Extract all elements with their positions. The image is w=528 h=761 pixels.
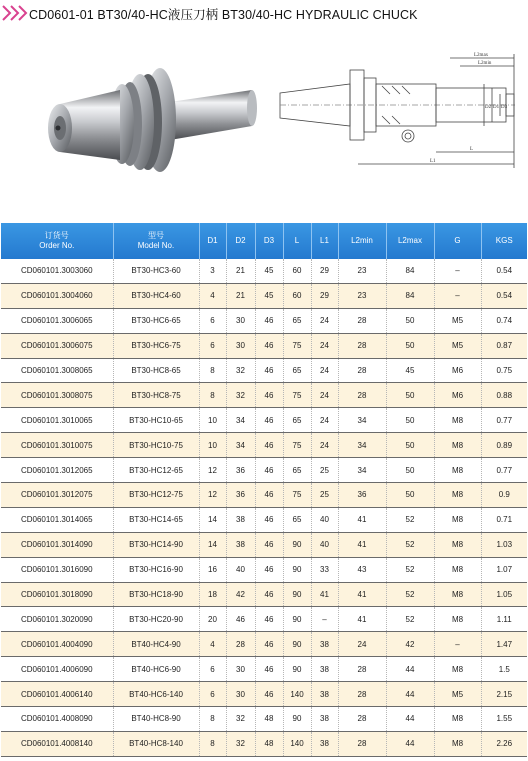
- table-cell: 33: [311, 557, 338, 582]
- column-header: [1, 223, 113, 259]
- table-cell: CD060101.3008065: [1, 358, 113, 383]
- table-cell: BT40-HC6-90: [113, 657, 199, 682]
- table-cell: 8: [199, 707, 226, 732]
- table-cell: 90: [283, 657, 311, 682]
- table-cell: 0.88: [481, 383, 527, 408]
- table-cell: 20: [199, 607, 226, 632]
- table-cell: BT30-HC6-65: [113, 308, 199, 333]
- table-cell: 0.74: [481, 308, 527, 333]
- table-cell: BT40-HC8-140: [113, 731, 199, 756]
- table-cell: 46: [255, 582, 283, 607]
- table-cell: BT30-HC14-90: [113, 532, 199, 557]
- table-cell: CD060101.3018090: [1, 582, 113, 607]
- column-header-en: L1: [320, 236, 329, 245]
- table-row: [1, 483, 527, 508]
- drawing-label-l1: L1: [430, 159, 436, 164]
- table-cell: 65: [283, 408, 311, 433]
- table-row: [1, 582, 527, 607]
- table-cell: –: [311, 607, 338, 632]
- table-cell: M8: [434, 408, 481, 433]
- table-cell: 46: [255, 408, 283, 433]
- table-cell: 21: [226, 283, 255, 308]
- table-cell: 50: [386, 433, 434, 458]
- table-cell: 10: [199, 408, 226, 433]
- table-cell: CD060101.4006090: [1, 657, 113, 682]
- table-cell: M8: [434, 731, 481, 756]
- table-cell: 28: [338, 308, 386, 333]
- table-cell: 23: [338, 259, 386, 283]
- table-cell: 23: [338, 283, 386, 308]
- table-cell: 90: [283, 607, 311, 632]
- table-cell: 6: [199, 333, 226, 358]
- table-cell: M8: [434, 433, 481, 458]
- table-row: [1, 433, 527, 458]
- column-header: [338, 223, 386, 259]
- table-cell: M8: [434, 607, 481, 632]
- table-cell: CD060101.3008075: [1, 383, 113, 408]
- table-row: [1, 333, 527, 358]
- table-cell: CD060101.3010065: [1, 408, 113, 433]
- table-cell: 46: [255, 682, 283, 707]
- table-cell: 29: [311, 259, 338, 283]
- table-cell: M5: [434, 333, 481, 358]
- table-cell: 48: [255, 731, 283, 756]
- table-cell: 41: [338, 582, 386, 607]
- table-cell: 14: [199, 507, 226, 532]
- technical-drawing: [270, 48, 522, 178]
- table-cell: 60: [283, 259, 311, 283]
- table-cell: 21: [226, 259, 255, 283]
- table-cell: BT30-HC14-65: [113, 507, 199, 532]
- table-cell: 140: [283, 682, 311, 707]
- chevron-right-icon: [2, 5, 28, 21]
- table-cell: 46: [255, 383, 283, 408]
- table-cell: 8: [199, 731, 226, 756]
- drawing-label-l2max: L2max: [474, 53, 489, 58]
- table-cell: 1.11: [481, 607, 527, 632]
- table-cell: 28: [338, 682, 386, 707]
- table-row: [1, 308, 527, 333]
- table-cell: 84: [386, 259, 434, 283]
- table-cell: 24: [311, 308, 338, 333]
- table-cell: 1.05: [481, 582, 527, 607]
- table-cell: CD060101.3014065: [1, 507, 113, 532]
- column-header: [311, 223, 338, 259]
- table-row: [1, 283, 527, 308]
- table-cell: 6: [199, 308, 226, 333]
- table-cell: 65: [283, 358, 311, 383]
- table-cell: 43: [338, 557, 386, 582]
- column-header: [255, 223, 283, 259]
- table-cell: 46: [255, 333, 283, 358]
- table-row: [1, 707, 527, 732]
- table-cell: 2.15: [481, 682, 527, 707]
- table-cell: 75: [283, 333, 311, 358]
- table-cell: 90: [283, 582, 311, 607]
- table-cell: CD060101.3006075: [1, 333, 113, 358]
- product-photo: [20, 60, 270, 200]
- table-cell: 30: [226, 682, 255, 707]
- drawing-label-l: L: [470, 147, 474, 152]
- table-cell: 6: [199, 657, 226, 682]
- table-cell: 50: [386, 308, 434, 333]
- table-cell: 1.07: [481, 557, 527, 582]
- table-cell: 44: [386, 707, 434, 732]
- table-cell: 90: [283, 707, 311, 732]
- table-cell: 34: [226, 433, 255, 458]
- table-cell: 0.54: [481, 259, 527, 283]
- table-cell: –: [434, 632, 481, 657]
- table-cell: 24: [311, 383, 338, 408]
- table-cell: 32: [226, 383, 255, 408]
- table-row: [1, 383, 527, 408]
- table-cell: 50: [386, 408, 434, 433]
- table-row: [1, 458, 527, 483]
- table-cell: BT30-HC8-65: [113, 358, 199, 383]
- table-cell: 30: [226, 308, 255, 333]
- table-cell: BT30-HC10-75: [113, 433, 199, 458]
- table-cell: 44: [386, 731, 434, 756]
- column-header: [199, 223, 226, 259]
- table-cell: CD060101.3020090: [1, 607, 113, 632]
- table-cell: 75: [283, 483, 311, 508]
- table-cell: 34: [338, 458, 386, 483]
- table-cell: M6: [434, 383, 481, 408]
- page-header: [0, 0, 528, 26]
- table-cell: M5: [434, 308, 481, 333]
- table-header-row: [1, 223, 527, 259]
- table-cell: 6: [199, 682, 226, 707]
- table-cell: 90: [283, 532, 311, 557]
- table-cell: 42: [386, 632, 434, 657]
- table-cell: 46: [255, 557, 283, 582]
- table-cell: CD060101.3003060: [1, 259, 113, 283]
- table-cell: 50: [386, 333, 434, 358]
- table-cell: BT30-HC6-75: [113, 333, 199, 358]
- table-cell: 10: [199, 433, 226, 458]
- table-cell: 44: [386, 682, 434, 707]
- table-cell: CD060101.3010075: [1, 433, 113, 458]
- table-cell: 0.75: [481, 358, 527, 383]
- table-cell: M6: [434, 358, 481, 383]
- table-cell: 28: [338, 383, 386, 408]
- table-cell: BT30-HC20-90: [113, 607, 199, 632]
- table-cell: CD060101.3014090: [1, 532, 113, 557]
- column-header-en: D2: [235, 236, 246, 245]
- table-cell: 65: [283, 308, 311, 333]
- table-cell: 25: [311, 483, 338, 508]
- table-cell: 34: [338, 433, 386, 458]
- table-cell: 3: [199, 259, 226, 283]
- table-cell: M5: [434, 682, 481, 707]
- table-cell: CD060101.4004090: [1, 632, 113, 657]
- table-cell: 84: [386, 283, 434, 308]
- table-cell: 50: [386, 383, 434, 408]
- table-cell: 1.47: [481, 632, 527, 657]
- column-header-en: Model No.: [137, 241, 175, 250]
- table-cell: M8: [434, 532, 481, 557]
- table-cell: BT30-HC12-75: [113, 483, 199, 508]
- table-cell: 38: [226, 507, 255, 532]
- table-cell: 2.26: [481, 731, 527, 756]
- table-row: [1, 507, 527, 532]
- column-header-en: G: [454, 236, 461, 245]
- column-header-en: D3: [263, 236, 275, 245]
- table-cell: 38: [226, 532, 255, 557]
- table-cell: 40: [311, 507, 338, 532]
- table-cell: CD060101.3012065: [1, 458, 113, 483]
- table-cell: 4: [199, 632, 226, 657]
- column-header: [226, 223, 255, 259]
- table-cell: 12: [199, 458, 226, 483]
- table-row: [1, 682, 527, 707]
- table-cell: 52: [386, 582, 434, 607]
- table-cell: 46: [255, 358, 283, 383]
- table-cell: 8: [199, 383, 226, 408]
- column-header-cn: 订货号: [44, 231, 69, 240]
- table-cell: 24: [311, 433, 338, 458]
- table-cell: 28: [338, 358, 386, 383]
- table-cell: 52: [386, 607, 434, 632]
- table-cell: 38: [311, 731, 338, 756]
- table-cell: 41: [338, 507, 386, 532]
- table-cell: CD060101.3012075: [1, 483, 113, 508]
- table-cell: –: [434, 283, 481, 308]
- table-cell: 0.77: [481, 408, 527, 433]
- column-header-en: L: [294, 236, 300, 245]
- table-cell: 50: [386, 483, 434, 508]
- table-cell: 28: [338, 707, 386, 732]
- table-cell: 46: [255, 632, 283, 657]
- table-cell: 52: [386, 557, 434, 582]
- table-cell: 0.71: [481, 507, 527, 532]
- table-cell: M8: [434, 557, 481, 582]
- table-row: [1, 532, 527, 557]
- table-cell: 34: [338, 408, 386, 433]
- table-row: [1, 408, 527, 433]
- table-cell: 75: [283, 383, 311, 408]
- table-cell: 46: [226, 607, 255, 632]
- table-row: [1, 632, 527, 657]
- table-cell: 52: [386, 507, 434, 532]
- table-cell: 0.54: [481, 283, 527, 308]
- table-cell: 28: [338, 657, 386, 682]
- table-cell: 24: [311, 408, 338, 433]
- table-cell: 41: [311, 582, 338, 607]
- table-cell: 8: [199, 358, 226, 383]
- column-header: [481, 223, 527, 259]
- table-cell: 1.55: [481, 707, 527, 732]
- table-row: [1, 731, 527, 756]
- table-cell: 90: [283, 557, 311, 582]
- table-cell: 24: [311, 333, 338, 358]
- table-cell: 32: [226, 707, 255, 732]
- table-cell: 90: [283, 632, 311, 657]
- table-cell: 45: [255, 283, 283, 308]
- table-cell: 16: [199, 557, 226, 582]
- table-cell: 46: [255, 483, 283, 508]
- table-cell: 30: [226, 333, 255, 358]
- table-cell: BT30-HC3-60: [113, 259, 199, 283]
- table-row: [1, 358, 527, 383]
- table-row: [1, 607, 527, 632]
- table-cell: 41: [338, 607, 386, 632]
- table-cell: CD060101.3006065: [1, 308, 113, 333]
- table-cell: 34: [226, 408, 255, 433]
- table-cell: BT40-HC4-90: [113, 632, 199, 657]
- table-cell: 18: [199, 582, 226, 607]
- table-cell: M8: [434, 507, 481, 532]
- table-cell: 40: [226, 557, 255, 582]
- drawing-label-d3: D3: [501, 105, 508, 110]
- table-cell: 65: [283, 507, 311, 532]
- table-cell: 38: [311, 657, 338, 682]
- column-header-cn: 型号: [148, 231, 164, 240]
- column-header-en: L2max: [397, 236, 422, 245]
- table-cell: 75: [283, 433, 311, 458]
- table-cell: 0.87: [481, 333, 527, 358]
- column-header-en: L2min: [351, 236, 373, 245]
- table-cell: 29: [311, 283, 338, 308]
- table-cell: –: [434, 259, 481, 283]
- table-cell: 65: [283, 458, 311, 483]
- table-cell: 32: [226, 358, 255, 383]
- table-cell: 25: [311, 458, 338, 483]
- table-cell: 28: [226, 632, 255, 657]
- table-cell: 40: [311, 532, 338, 557]
- column-header: [113, 223, 199, 259]
- table-cell: 46: [255, 507, 283, 532]
- table-cell: CD060101.3004060: [1, 283, 113, 308]
- table-cell: CD060101.4006140: [1, 682, 113, 707]
- table-row: [1, 557, 527, 582]
- table-cell: 46: [255, 607, 283, 632]
- table-cell: 48: [255, 707, 283, 732]
- table-cell: 36: [338, 483, 386, 508]
- table-cell: M8: [434, 582, 481, 607]
- table-cell: BT30-HC18-90: [113, 582, 199, 607]
- table-cell: M8: [434, 657, 481, 682]
- table-cell: BT30-HC4-60: [113, 283, 199, 308]
- table-cell: 12: [199, 483, 226, 508]
- table-cell: 45: [386, 358, 434, 383]
- column-header: [283, 223, 311, 259]
- table-cell: 38: [311, 682, 338, 707]
- table-cell: BT40-HC6-140: [113, 682, 199, 707]
- column-header: [386, 223, 434, 259]
- column-header-en: Order No.: [39, 241, 75, 250]
- table-cell: 36: [226, 483, 255, 508]
- table-cell: 52: [386, 532, 434, 557]
- table-cell: 1.03: [481, 532, 527, 557]
- table-cell: 0.77: [481, 458, 527, 483]
- table-cell: 28: [338, 333, 386, 358]
- table-cell: BT40-HC8-90: [113, 707, 199, 732]
- table-cell: CD060101.4008140: [1, 731, 113, 756]
- table-cell: 30: [226, 657, 255, 682]
- table-cell: 140: [283, 731, 311, 756]
- table-cell: 41: [338, 532, 386, 557]
- column-header: [434, 223, 481, 259]
- table-cell: 4: [199, 283, 226, 308]
- table-cell: 42: [226, 582, 255, 607]
- drawing-label-d1: D1: [493, 105, 500, 110]
- table-body: [1, 259, 527, 756]
- table-cell: 24: [311, 358, 338, 383]
- table-cell: 44: [386, 657, 434, 682]
- table-cell: BT30-HC8-75: [113, 383, 199, 408]
- table-cell: 0.9: [481, 483, 527, 508]
- table-cell: 46: [255, 433, 283, 458]
- table-cell: 38: [311, 632, 338, 657]
- table-cell: BT30-HC10-65: [113, 408, 199, 433]
- table-cell: 28: [338, 731, 386, 756]
- table-cell: 60: [283, 283, 311, 308]
- table-cell: M8: [434, 707, 481, 732]
- table-cell: 46: [255, 532, 283, 557]
- table-cell: 32: [226, 731, 255, 756]
- spec-table: [1, 223, 527, 757]
- table-cell: 36: [226, 458, 255, 483]
- table-cell: 46: [255, 308, 283, 333]
- table-cell: 0.89: [481, 433, 527, 458]
- table-cell: BT30-HC16-90: [113, 557, 199, 582]
- table-cell: 24: [338, 632, 386, 657]
- column-header-en: D1: [207, 236, 218, 245]
- table-cell: CD060101.4008090: [1, 707, 113, 732]
- column-header-en: KGS: [495, 236, 513, 245]
- drawing-label-l2min: L2min: [478, 61, 492, 66]
- table-row: [1, 657, 527, 682]
- table-cell: 14: [199, 532, 226, 557]
- page-title: CD0601-01 BT30/40-HC液压刀柄 BT30/40-HC HYDRAULIC CHUCK: [29, 8, 418, 22]
- table-row: [1, 259, 527, 283]
- table-cell: 45: [255, 259, 283, 283]
- drawing-label-d2: D2: [485, 105, 492, 110]
- table-cell: M8: [434, 483, 481, 508]
- table-cell: 1.5: [481, 657, 527, 682]
- table-cell: M8: [434, 458, 481, 483]
- table-cell: 46: [255, 657, 283, 682]
- table-cell: 46: [255, 458, 283, 483]
- table-cell: 38: [311, 707, 338, 732]
- table-cell: 50: [386, 458, 434, 483]
- table-cell: BT30-HC12-65: [113, 458, 199, 483]
- table-cell: CD060101.3016090: [1, 557, 113, 582]
